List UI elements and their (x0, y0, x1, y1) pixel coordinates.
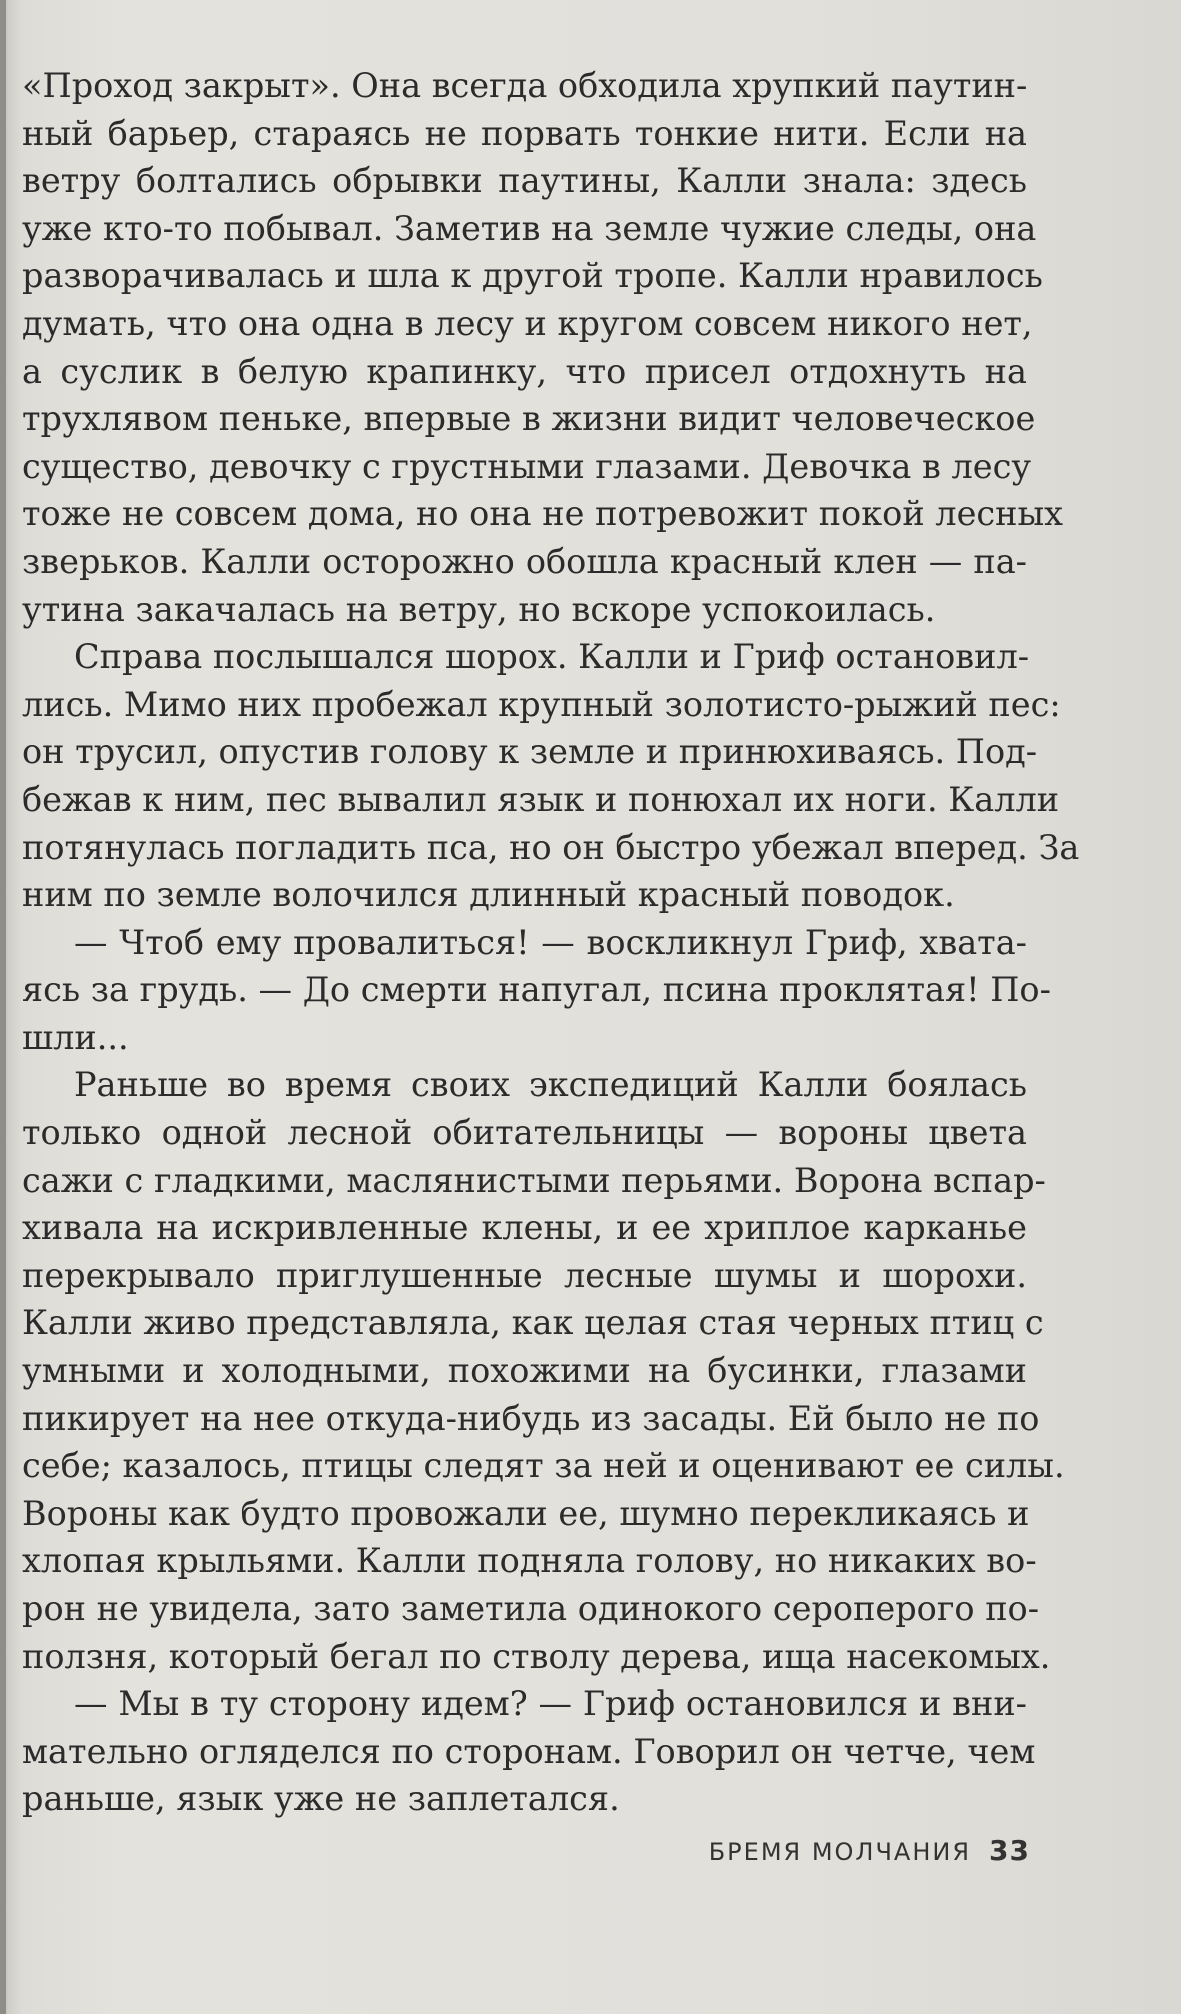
text-line: тоже не совсем дома, но она не потревожит покой лесных (22, 494, 1064, 534)
body-text (22, 62, 1080, 1823)
text-line: бежав к ним, пес вывалил язык и понюхал их ноги. Калли (22, 779, 1060, 819)
text-line: шли... (22, 1017, 129, 1057)
text-line: утина закачалась на ветру, но вскоре успокоилась. (22, 589, 936, 629)
text-line: думать, что она одна в лесу и кругом совсем никого нет, (22, 303, 1033, 343)
text-line: существо, девочку с грустными глазами. Девочка в лесу (22, 446, 1032, 486)
text-line: разворачивалась и шла к другой тропе. Калли нравилось (22, 256, 1043, 296)
text-line: — Мы в ту сторону идем? — Гриф остановился и вни- (74, 1684, 1027, 1724)
text-line: мательно огляделся по сторонам. Говорил он четче, чем (22, 1731, 1036, 1771)
text-line: зверьков. Калли осторожно обошла красный клен — па- (22, 541, 1027, 581)
text-line: — Чтоб ему провалиться! — воскликнул Гриф, хвата- (74, 922, 1027, 962)
text-line: уже кто-то побывал. Заметив на земле чужие следы, она (22, 208, 1037, 248)
page-number: 33 (989, 1834, 1030, 1867)
text-line: Раньше во время своих экспедиций Калли боялась (74, 1065, 1027, 1105)
book-binding-edge (0, 0, 6, 2014)
text-line: Вороны как будто провожали ее, шумно перекликаясь и (22, 1493, 1030, 1533)
text-line: а суслик в белую крапинку, что присел отдохнуть на (22, 351, 1027, 391)
text-line: себе; казалось, птицы следят за ней и оценивают ее силы. (22, 1446, 1065, 1486)
text-line: ползня, который бегал по стволу дерева, ища насекомых. (22, 1636, 1051, 1676)
text-line: Калли живо представляла, как целая стая черных птиц с (22, 1303, 1044, 1343)
text-line: хивала на искривленные клены, и ее хриплое карканье (22, 1208, 1027, 1248)
text-line: рон не увидела, зато заметила одинокого сероперого по- (22, 1589, 1040, 1628)
text-line: трухлявом пеньке, впервые в жизни видит человеческое (22, 399, 1036, 439)
running-title: БРЕМЯ МОЛЧАНИЯ (708, 1838, 972, 1866)
text-line: Справа послышался шорох. Калли и Гриф остановил- (74, 637, 1030, 677)
text-line: перекрывало приглушенные лесные шумы и шорохи. (22, 1255, 1027, 1295)
text-line: он трусил, опустив голову к земле и принюхиваясь. Под- (22, 732, 1038, 772)
text-line: ветру болтались обрывки паутины, Калли знала: здесь (22, 161, 1027, 201)
text-line: лись. Мимо них пробежал крупный золотисто-рыжий пес: (22, 684, 1061, 724)
text-line: «Проход закрыт». Она всегда обходила хрупкий паутин- (22, 66, 1028, 105)
text-line: только одной лесной обитательницы — вороны цвета (22, 1113, 1027, 1153)
text-line: хлопая крыльями. Калли подняла голову, но никаких во- (22, 1541, 1037, 1581)
text-line: потянулась погладить пса, но он быстро убежал вперед. За (22, 827, 1080, 867)
text-line: ный барьер, стараясь не порвать тонкие нити. Если на (22, 113, 1027, 153)
text-line: сажи с гладкими, маслянистыми перьями. Ворона вспар- (22, 1160, 1046, 1200)
text-line: умными и холодными, похожими на бусинки, глазами (22, 1351, 1027, 1391)
page-footer (600, 1834, 1030, 1867)
text-line: пикирует на нее откуда-нибудь из засады. Ей было не по (22, 1398, 1040, 1438)
text-line: раньше, язык уже не заплетался. (22, 1779, 620, 1819)
text-line: ним по земле волочился длинный красный поводок. (22, 875, 955, 915)
text-line: ясь за грудь. — До смерти напугал, псина проклятая! По- (22, 970, 1051, 1010)
